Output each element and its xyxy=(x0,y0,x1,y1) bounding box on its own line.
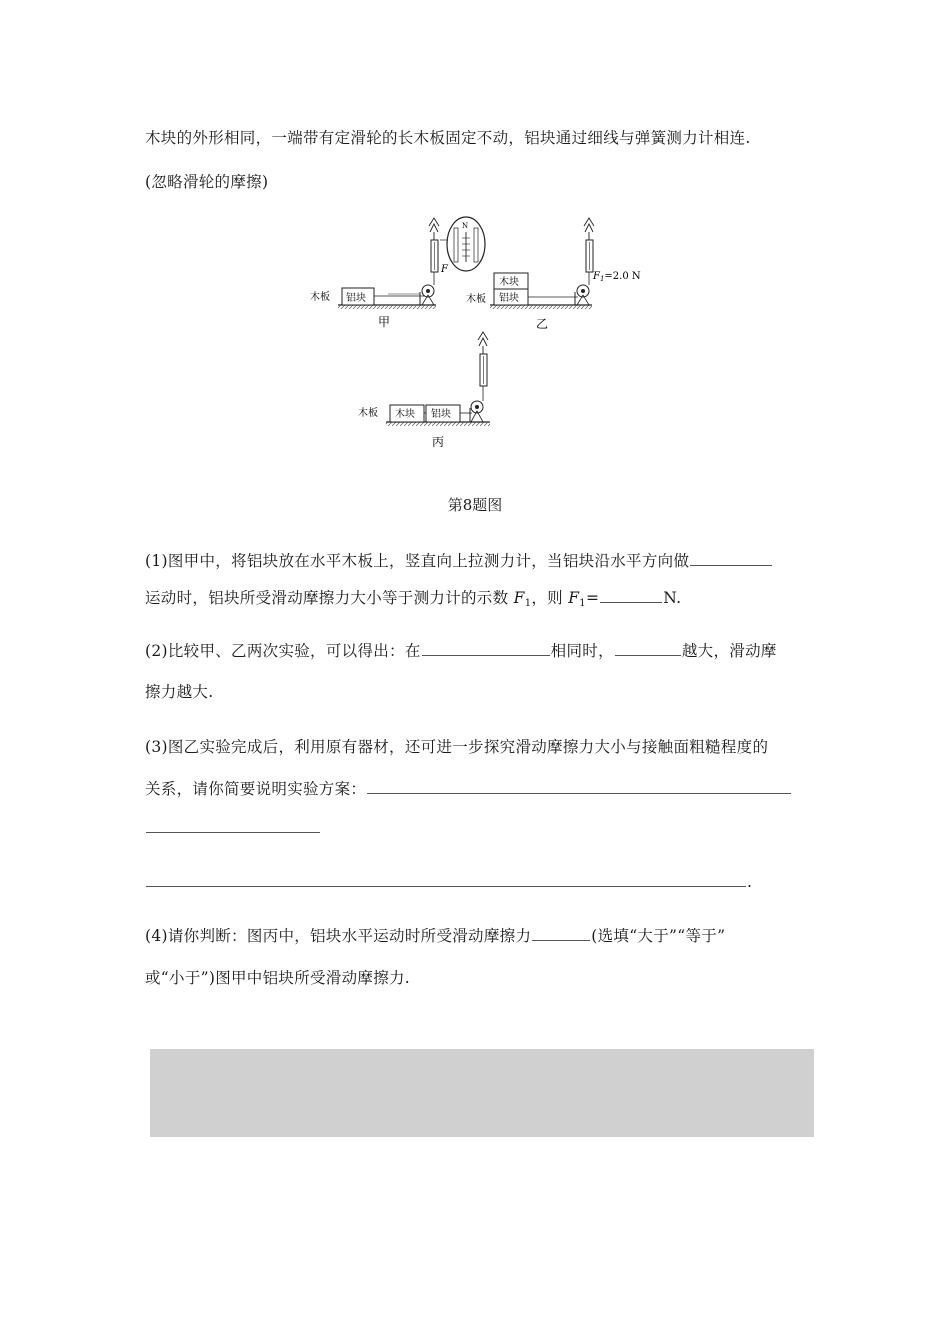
q2-text-1: (2)比较甲、乙两次实验，可以得出：在 xyxy=(145,642,421,660)
setup-yi xyxy=(466,218,641,331)
q3-text-2: 关系，请你简要说明实验方案： xyxy=(145,780,367,798)
question-3-line-1: (3)图乙实验完成后，利用原有器材，还可进一步探究滑动摩擦力大小与接触面粗糙程度的 xyxy=(145,738,769,756)
figure-caption: 第8题图 xyxy=(447,496,503,514)
q1-sub: 1 xyxy=(524,598,532,609)
question-3-line-2 xyxy=(145,779,792,799)
q2-text-3: 越大，滑动摩 xyxy=(681,642,777,660)
q4-text-2: (选填“大于”“等于” xyxy=(591,927,726,945)
force-f-label: F xyxy=(441,264,448,275)
q3-blank-plan-1[interactable] xyxy=(367,779,791,794)
experiment-figure xyxy=(300,210,660,460)
setup-jia xyxy=(310,217,485,329)
question-3-line-3 xyxy=(145,818,321,838)
q1-sub-2: 1 xyxy=(579,598,586,609)
question-3-line-4 xyxy=(145,872,752,892)
question-1-line-1 xyxy=(145,551,773,571)
wood-label: 木块 xyxy=(499,277,519,288)
wood-label: 木块 xyxy=(395,409,415,420)
q1-blank-value[interactable] xyxy=(600,588,662,603)
setup-bing xyxy=(358,332,490,449)
question-4-line-1 xyxy=(145,926,725,946)
q2-text-2: 相同时， xyxy=(550,642,614,660)
q2-blank-variable[interactable] xyxy=(615,641,681,656)
q1-unit: N. xyxy=(663,589,682,607)
force-f1-label: $F_1=2.0$ N xyxy=(593,271,641,283)
q4-text-1: (4)请你判断：图丙中，铝块水平运动时所受滑动摩擦力 xyxy=(145,927,532,945)
caption-bing: 丙 xyxy=(432,435,445,449)
q2-blank-condition[interactable] xyxy=(422,641,550,656)
q3-blank-plan-2[interactable] xyxy=(146,818,320,833)
caption-jia: 甲 xyxy=(378,315,391,329)
question-2-line-2: 擦力越大. xyxy=(145,683,214,701)
board-label: 木板 xyxy=(310,292,330,303)
q3-blank-plan-3[interactable] xyxy=(146,872,746,887)
question-1-line-2 xyxy=(145,588,681,614)
question-2-line-1 xyxy=(145,641,777,661)
q3-end: . xyxy=(747,873,753,891)
board-label: 木板 xyxy=(466,294,486,305)
aluminum-label: 铝块 xyxy=(499,293,519,304)
gauge-unit-label: N xyxy=(462,222,469,230)
q1-var-2: F xyxy=(568,589,580,607)
q1-equals: = xyxy=(585,589,600,607)
q1-text-2: 运动时，铝块所受滑动摩擦力大小等于测力计的示数 xyxy=(145,589,509,607)
board-label: 木板 xyxy=(358,408,378,419)
q1-blank-motion[interactable] xyxy=(690,551,772,566)
caption-yi: 乙 xyxy=(536,317,549,331)
intro-line-1: 木块的外形相同，一端带有定滑轮的长木板固定不动，铝块通过细线与弹簧测力计相连. xyxy=(145,129,751,147)
answer-area-placeholder xyxy=(150,1049,814,1137)
question-4-line-2: 或“小于”)图甲中铝块所受滑动摩擦力. xyxy=(145,969,411,987)
aluminum-label: 铝块 xyxy=(431,409,451,420)
q1-text-3: ，则 xyxy=(531,589,563,607)
q1-text-1: (1)图甲中，将铝块放在水平木板上，竖直向上拉测力计，当铝块沿水平方向做 xyxy=(145,552,690,570)
q4-blank-compare[interactable] xyxy=(532,926,590,941)
q1-var: F xyxy=(513,589,525,607)
aluminum-label: 铝块 xyxy=(346,293,366,304)
intro-line-2: (忽略滑轮的摩擦) xyxy=(145,173,269,191)
